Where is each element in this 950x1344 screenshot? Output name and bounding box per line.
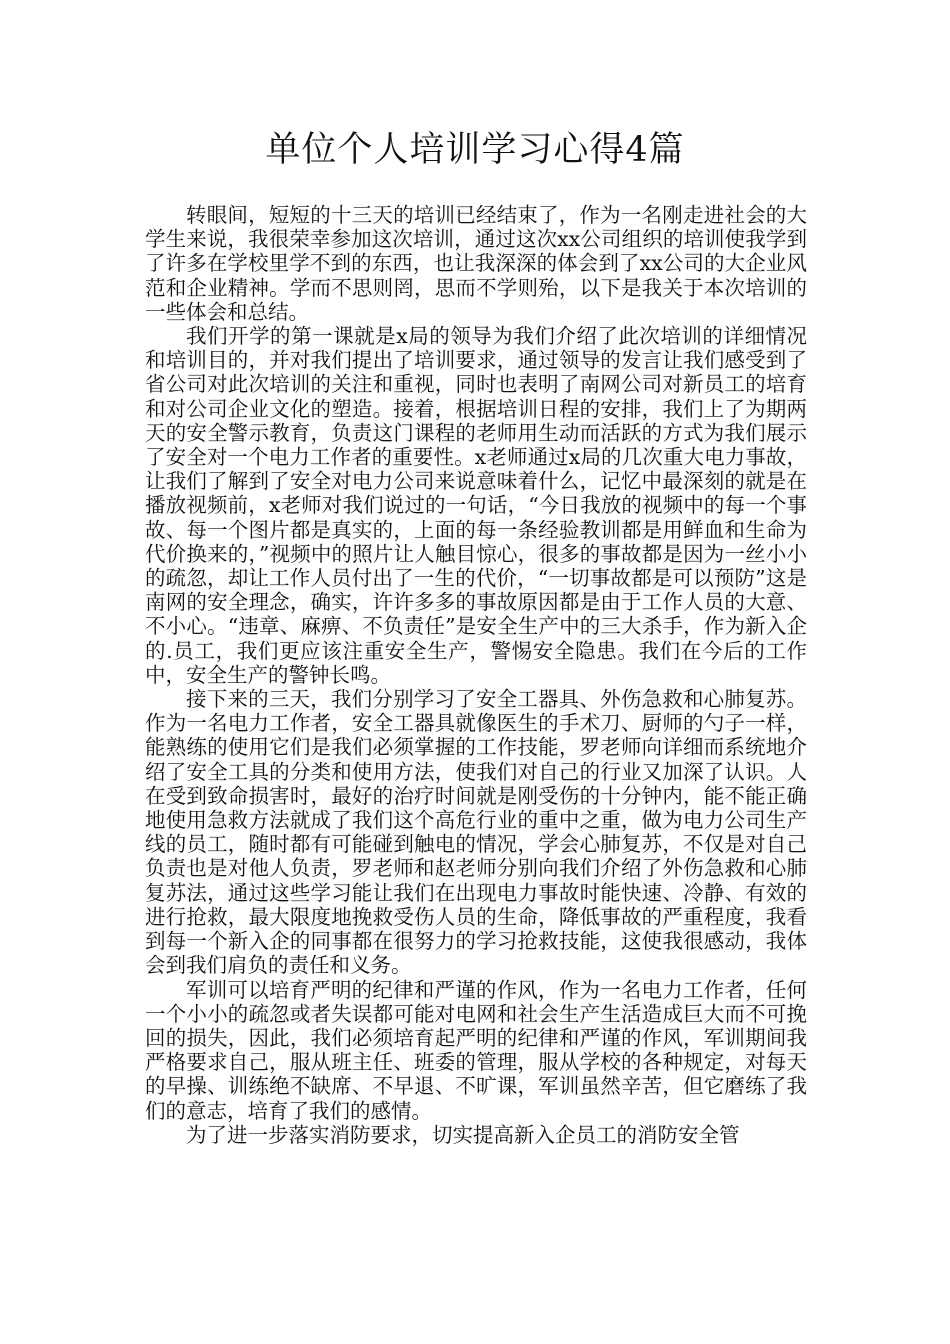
document-title: 单位个人培训学习心得4篇 bbox=[265, 130, 685, 170]
paragraph-5: 为了进一步落实消防要求，切实提高新入企员工的消防安全管 bbox=[186, 1122, 740, 1147]
paragraph-1: 转眼间，短短的十三天的培训已经结束了，作为一名刚走进社会的大学生来说，我很荣幸参加这次培训，通过这次xx公司组织的培训使我学到了许多在学校里学不到的东西，也让我深深的体会到了xx公司的大企业风范和企业精神。学而不思则罔，思而不学则殆，以下是我关于本次培训的一些体会和总结。 bbox=[145, 203, 807, 324]
paragraph-3: 接下来的三天，我们分别学习了安全工器具、外伤急救和心肺复苏。作为一名电力工作者，安全工器具就像医生的手术刀、厨师的勺子一样，能熟练的使用它们是我们必须掌握的工作技能，罗老师向详细而系统地介绍了安全工具的分类和使用方法，使我们对自己的行业又加深了认识。人在受到致命损害时，最好的治疗时间就是刚受伤的十分钟内，能不能正确地使用急救方法就成了我们这个高危行业的重中之重，做为电力公司生产线的员工，随时都有可能碰到触电的情况，学会心肺复苏，不仅是对自己负责也是对他人负责，罗老师和赵老师分别向我们介绍了外伤急救和心肺复苏法，通过这些学习能让我们在出现电力事故时能快速、冷静、有效的进行抢救，最大限度地挽救受伤人员的生命，降低事故的严重程度，我看到每一个新入企的同事都在很努力的学习抢救技能，这使我很感动，我体会到我们肩负的责任和义务。 bbox=[145, 687, 807, 978]
paragraph-4: 军训可以培育严明的纪律和严谨的作风，作为一名电力工作者，任何一个小小的疏忽或者失误都可能对电网和社会生产生活造成巨大而不可挽回的损失，因此，我们必须培育起严明的纪律和严谨的作风，军训期间我严格要求自己，服从班主任、班委的管理，服从学校的各种规定，对每天的早操、训练绝不缺席、不早退、不旷课，军训虽然辛苦，但它磨练了我们的意志，培育了我们的感情。 bbox=[145, 977, 807, 1123]
paragraph-2: 我们开学的第一课就是x局的领导为我们介绍了此次培训的详细情况和培训目的，并对我们提出了培训要求，通过领导的发言让我们感受到了省公司对此次培训的关注和重视，同时也表明了南网公司对新员工的培育和对公司企业文化的塑造。接着，根据培训日程的安排，我们上了为期两天的安全警示教育，负责这门课程的老师用生动而活跃的方式为我们展示了安全对一个电力工作者的重要性。x老师通过x局的几次重大电力事故，让我们了解到了安全对电力公司来说意味着什么，记忆中最深刻的就是在播放视频前，x老师对我们说过的一句话，“今日我放的视频中的每一个事故、每一个图片都是真实的，上面的每一条经验教训都是用鲜血和生命为代价换来的，”视频中的照片让人触目惊心，很多的事故都是因为一丝小小的疏忽，却让工作人员付出了一生的代价，“一切事故都是可以预防”这是南网的安全理念，确实，许许多多的事故原因都是由于工作人员的大意、不小心。“违章、麻痹、不负责任”是安全生产中的三大杀手，作为新入企的.员工，我们更应该注重安全生产，警惕安全隐患。我们在今后的工作中，安全生产的警钟长鸣。 bbox=[145, 324, 807, 687]
document-body bbox=[145, 203, 807, 1147]
